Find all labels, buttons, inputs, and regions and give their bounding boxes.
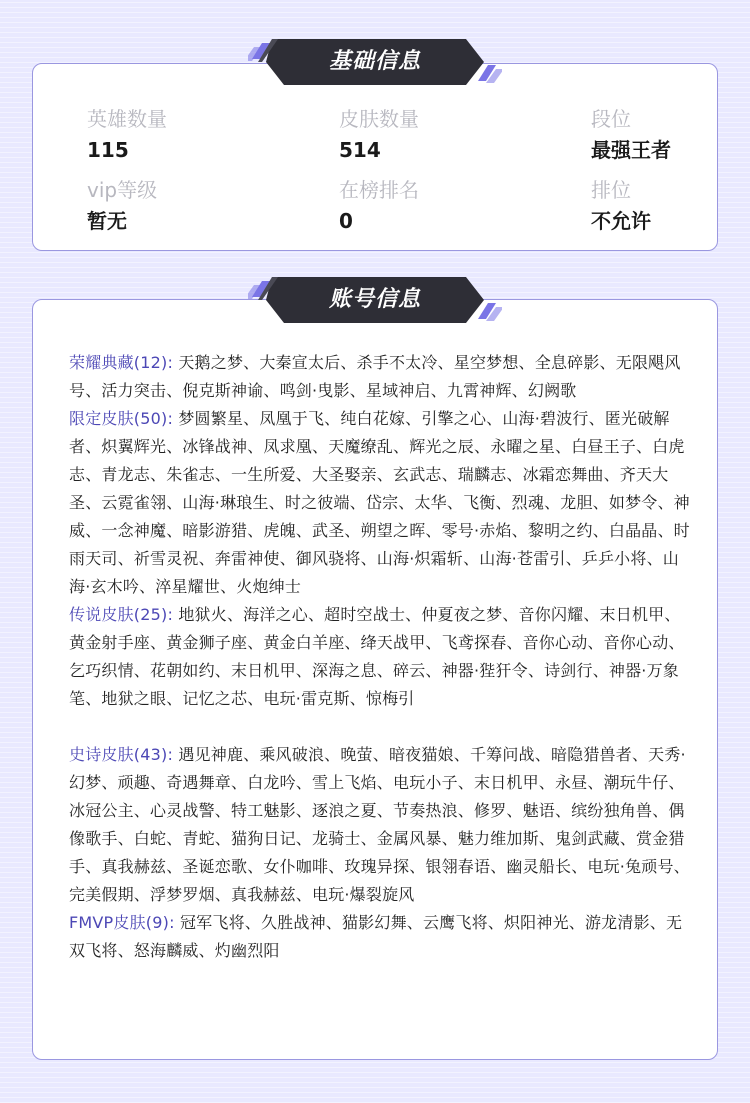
rank-tier-value: 最强王者 bbox=[591, 138, 671, 162]
skin-category-label: 传说皮肤(25): bbox=[69, 605, 174, 624]
skin-category-label: FMVP皮肤(9): bbox=[69, 913, 175, 932]
account-info-title: 账号信息 bbox=[328, 287, 421, 312]
skin-items: 地狱火、海洋之心、超时空战士、仲夏夜之梦、音你闪耀、末日机甲、黄金射手座、黄金狮子座、黄金白羊座、绛天战甲、飞鸢探春、音你心动、音你心动、乞巧织情、花朝如约、末日机甲、深海之息、碎云、神器·狴犴令、诗剑行、神器·万象笔、地狱之眼、记忆之芯、电玩·雷克斯、惊梅引 bbox=[69, 605, 685, 708]
hero-count-value: 115 bbox=[87, 138, 129, 162]
leaderboard-rank-label: 在榜排名 bbox=[339, 178, 419, 202]
vip-level-label: vip等级 bbox=[87, 178, 158, 202]
ranked-mode-value: 不允许 bbox=[591, 209, 651, 233]
skin-count-label: 皮肤数量 bbox=[339, 107, 419, 131]
skin-count-value: 514 bbox=[339, 138, 381, 162]
skin-list bbox=[69, 349, 695, 965]
skin-count-field bbox=[339, 106, 559, 163]
basic-info-card bbox=[32, 63, 718, 251]
account-info-card bbox=[32, 299, 718, 1060]
skin-items: 天鹅之梦、大秦宣太后、杀手不太冷、星空梦想、全息碎影、无限飓风号、活力突击、倪克斯神谕、鸣剑·曳影、星域神启、九霄神辉、幻阙歌 bbox=[69, 353, 681, 400]
skin-group-epic bbox=[69, 741, 695, 909]
skin-items: 冠军飞将、久胜战神、猫影幻舞、云鹰飞将、炽阳神光、游龙清影、无双飞将、怒海麟威、灼幽烈阳 bbox=[69, 913, 683, 960]
skin-group-limited bbox=[69, 405, 695, 601]
basic-info-banner bbox=[248, 39, 502, 85]
ranked-mode-field bbox=[591, 177, 750, 234]
skin-items: 遇见神鹿、乘风破浪、晚萤、暗夜猫娘、千筹问战、暗隐猎兽者、天秀·幻梦、顽趣、奇遇舞章、白龙吟、雪上飞焰、电玩小子、末日机甲、永昼、潮玩牛仔、冰冠公主、心灵战警、特工魅影、逐浪之夏、节奏热浪、修罗、魅语、缤纷独角兽、偶像歌手、白蛇、青蛇、猫狗日记、龙骑士、金属风暴、魅力维加斯、鬼剑武藏、赏金猎手、真我赫兹、圣诞恋歌、女仆咖啡、玫瑰异探、银翎春语、幽灵船长、电玩·兔顽号、完美假期、浮梦罗烟、真我赫兹、电玩·爆裂旋风 bbox=[69, 745, 690, 904]
hero-count-field bbox=[87, 106, 307, 163]
hero-count-label: 英雄数量 bbox=[87, 107, 167, 131]
leaderboard-rank-field bbox=[339, 177, 559, 234]
basic-info-title: 基础信息 bbox=[328, 49, 421, 74]
vip-level-value: 暂无 bbox=[87, 209, 127, 233]
skin-group-fmvp bbox=[69, 909, 695, 965]
leaderboard-rank-value: 0 bbox=[339, 209, 353, 233]
rank-tier-label: 段位 bbox=[591, 107, 631, 131]
skin-group-honor bbox=[69, 349, 695, 405]
skin-items: 梦圆繁星、凤凰于飞、纯白花嫁、引擎之心、山海·碧波行、匿光破解者、炽翼辉光、冰锋战神、凤求凰、天魔缭乱、辉光之辰、永曜之星、白昼王子、白虎志、青龙志、朱雀志、一生所爱、大圣娶亲、玄武志、瑞麟志、冰霜恋舞曲、齐天大圣、云霓雀翎、山海·琳琅生、时之彼端、岱宗、太华、飞衡、烈魂、龙胆、如梦令、神威、一念神魔、暗影游猎、虎魄、武圣、朔望之晖、零号·赤焰、黎明之约、白晶晶、时雨天司、祈雪灵祝、奔雷神使、御风骁将、山海·炽霜斩、山海·苍雷引、乒乒小将、山海·玄木吟、淬星耀世、火炮绅士 bbox=[69, 409, 690, 596]
account-info-banner bbox=[248, 277, 502, 323]
skin-category-label: 史诗皮肤(43): bbox=[69, 745, 174, 764]
skin-group-legend bbox=[69, 601, 695, 713]
ranked-mode-label: 排位 bbox=[591, 178, 631, 202]
skin-category-label: 荣耀典藏(12): bbox=[69, 353, 174, 372]
skin-category-label: 限定皮肤(50): bbox=[69, 409, 174, 428]
rank-tier-field bbox=[591, 106, 750, 163]
vip-level-field bbox=[87, 177, 307, 234]
